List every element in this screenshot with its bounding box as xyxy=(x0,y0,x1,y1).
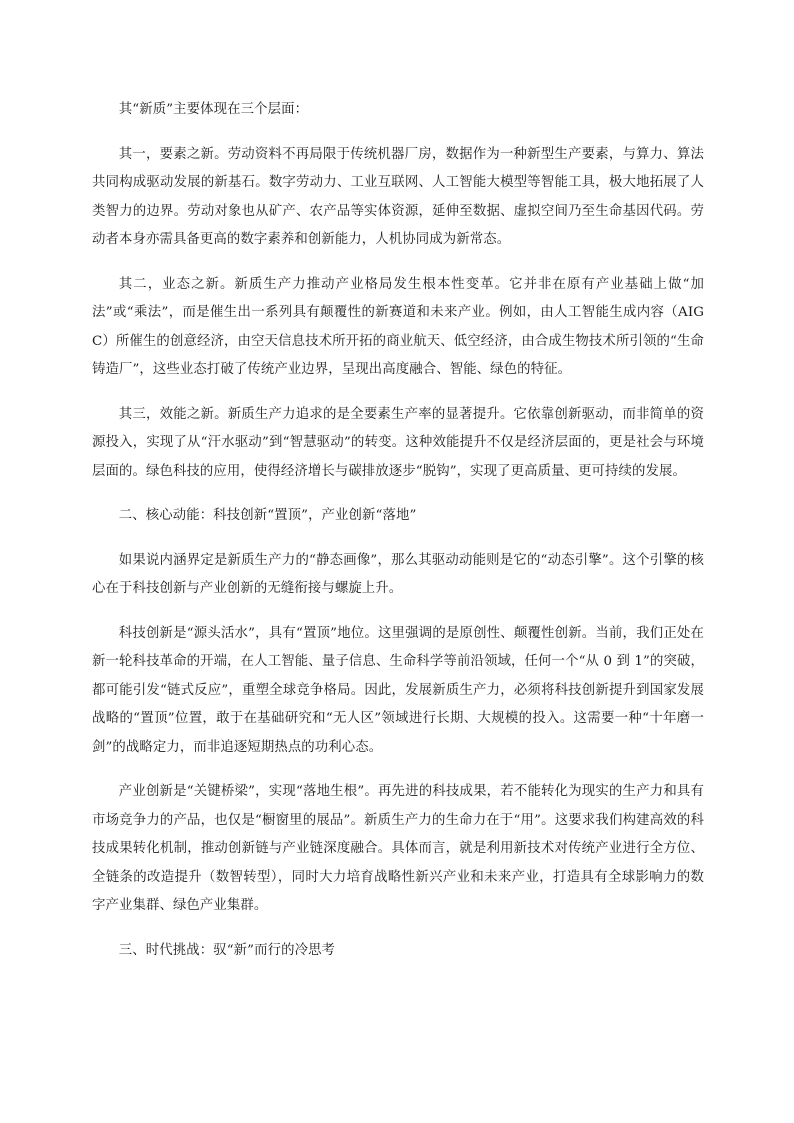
section-heading: 二、核心动能：科技创新“置顶”，产业创新“落地” xyxy=(118,508,417,523)
body-paragraph: 产业创新是“关键桥梁”，实现“落地生根”。再先进的科技成果，若不能转化为现实的生产力和具有市场竞争力的产品，也仅是“橱窗里的展品”。新质生产力的生命力在于“用”。这要求我们构建高效的科技成果转化机制，推动创新链与产业链深度融合。具体而言，就是利用新技术对传统产业进行全方位、全链条的改造提升（数智转型），同时大力培育战略性新兴产业和未来产业，打造具有全球影响力的数字产业集群、绿色产业集群。 xyxy=(92,784,704,913)
body-paragraph: 其二，业态之新。新质生产力推动产业格局发生根本性变革。它并非在原有产业基础上做“加法”或“乘法”，而是催生出一系列具有颠覆性的新赛道和未来产业。例如，由人工智能生成内容（AIGC）所催生的创意经济，由空天信息技术所开拓的商业航天、低空经济，由合成生物技术所引领的“生命铸造厂”，这些业态打破了传统产业边界，呈现出高度融合、智能、绿色的特征。 xyxy=(92,276,704,377)
body-paragraph: 其一，要素之新。劳动资料不再局限于传统机器厂房，数据作为一种新型生产要素，与算力、算法共同构成驱动发展的新基石。数字劳动力、工业互联网、人工智能大模型等智能工具，极大地拓展了人类智力的边界。劳动对象也从矿产、农产品等实体资源，延伸至数据、虚拟空间乃至生命基因代码。劳动者本身亦需具备更高的数字素养和创新能力，人机协同成为新常态。 xyxy=(92,146,704,247)
document-body xyxy=(92,96,704,965)
intro-paragraph: 其“新质”主要体现在三个层面： xyxy=(118,102,309,117)
section-heading: 三、时代挑战：驭“新”而行的冷思考 xyxy=(118,942,336,958)
body-paragraph: 如果说内涵界定是新质生产力的“静态画像”，那么其驱动动能则是它的“动态引擎”。这个引擎的核心在于科技创新与产业创新的无缝衔接与螺旋上升。 xyxy=(92,552,704,596)
body-paragraph: 其三，效能之新。新质生产力追求的是全要素生产率的显著提升。它依靠创新驱动，而非简单的资源投入，实现了从“汗水驱动”到“智慧驱动”的转变。这种效能提升不仅是经济层面的，更是社会与环境层面的。绿色科技的应用，使得经济增长与碳排放逐步“脱钩”，实现了更高质量、更可持续的发展。 xyxy=(92,406,704,479)
body-paragraph: 科技创新是“源头活水”，具有“置顶”地位。这里强调的是原创性、颠覆性创新。当前，我们正处在新一轮科技革命的开端，在人工智能、量子信息、生命科学等前沿领域，任何一个“从 0 到 1”的突破，都可能引发“链式反应”，重塑全球竞争格局。因此，发展新质生产力，必须将科技创新提升到国家发展战略的“置顶”位置，敢于在基础研究和“无人区”领域进行长期、大规模的投入。这需要一种“十年磨一剑”的战略定力，而非追逐短期热点的功利心态。 xyxy=(92,625,704,755)
